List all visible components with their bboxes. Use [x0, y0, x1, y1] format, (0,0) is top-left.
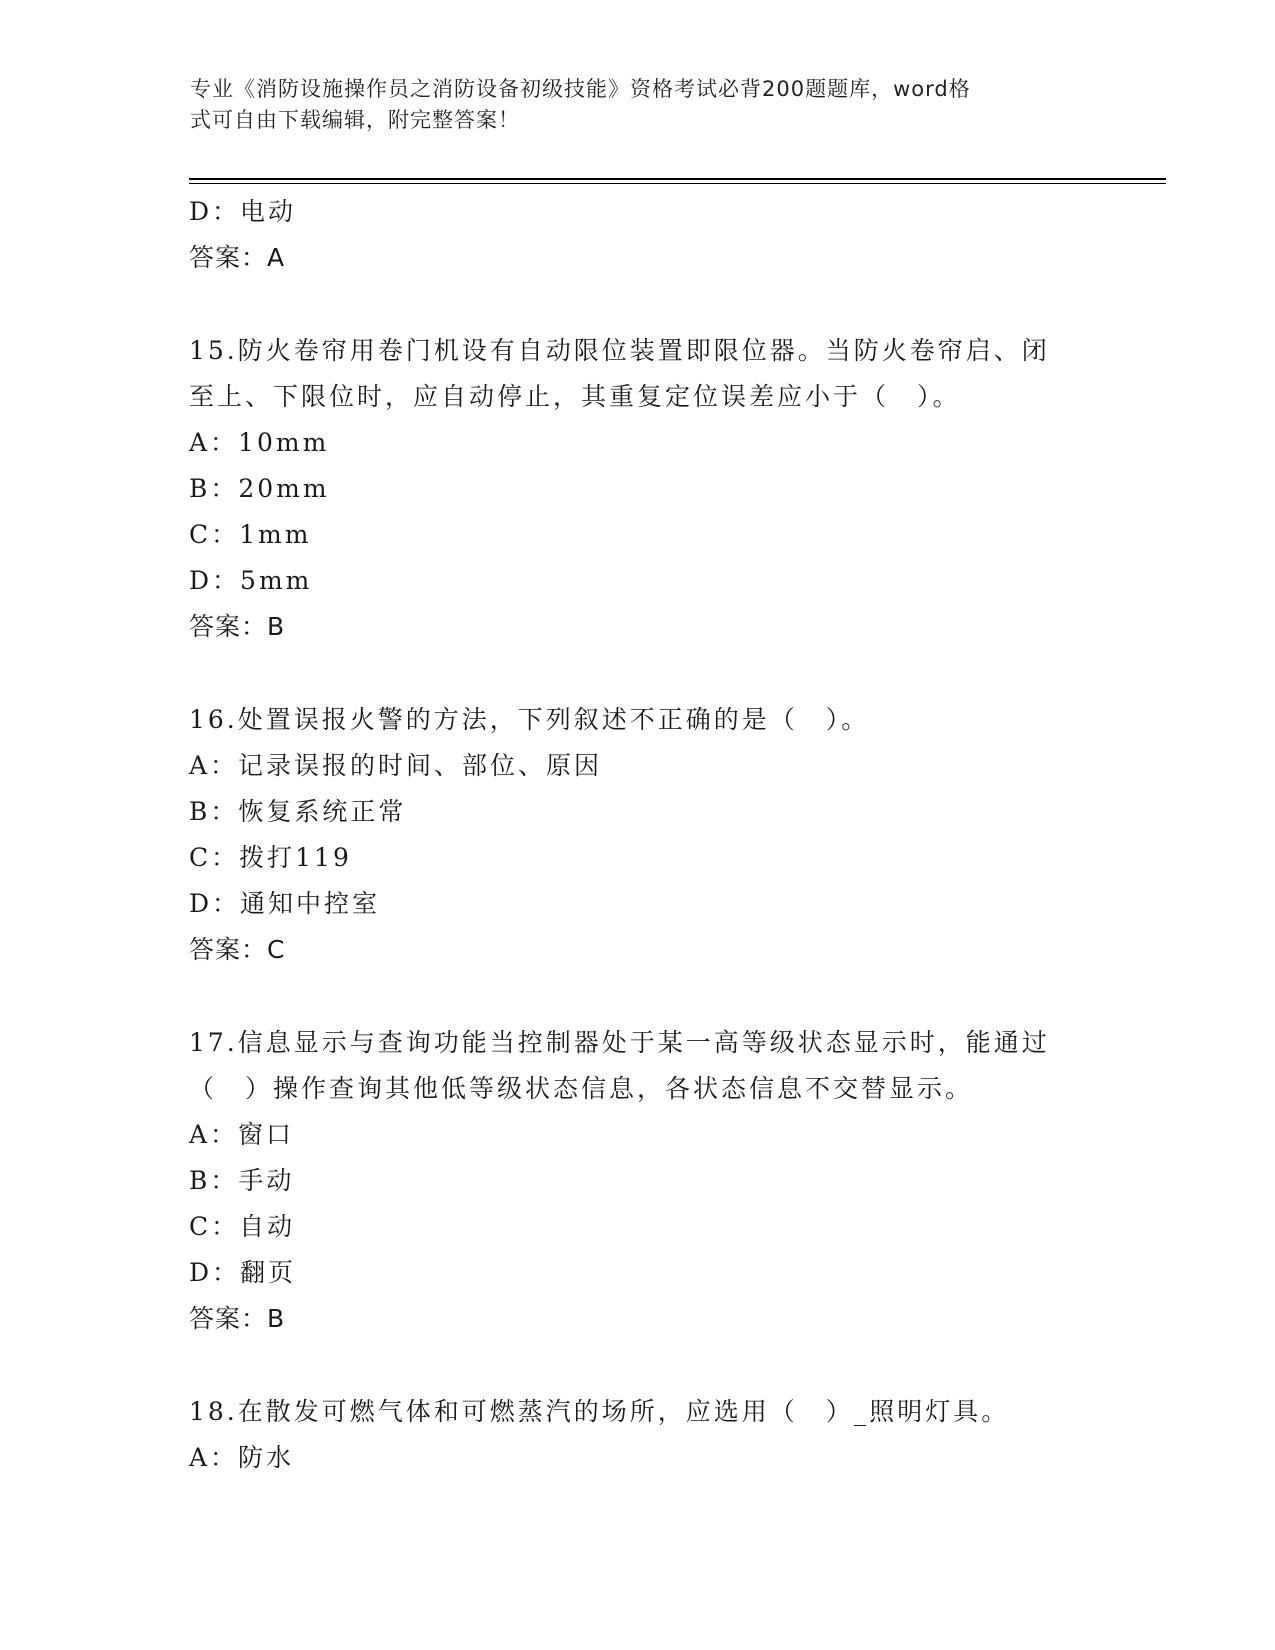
option-d: D：5mm [189, 566, 313, 595]
option-a: A：窗口 [189, 1120, 295, 1149]
header-line-2: 式可自由下载编辑，附完整答案！ [190, 108, 520, 132]
option-a: A：记录误报的时间、部位、原因 [189, 751, 603, 780]
option-c: C：自动 [189, 1212, 296, 1241]
header-divider-thick [189, 178, 1166, 180]
question-content [189, 189, 1089, 1481]
question-14-tail [189, 189, 1089, 281]
answer-line: 答案：B [189, 1304, 286, 1333]
option-d: D：翻页 [189, 1258, 297, 1287]
header-divider-thin [189, 183, 1166, 184]
question-16 [189, 697, 1089, 973]
question-stem: 16.处置误报火警的方法，下列叙述不正确的是（ ）。 [189, 705, 870, 734]
answer-line: 答案：C [189, 935, 286, 964]
option-b: B：20mm [189, 474, 330, 503]
question-stem-continued: 至上、下限位时，应自动停止，其重复定位误差应小于（ ）。 [189, 382, 961, 411]
answer-line: 答案：A [189, 243, 286, 272]
option-c: C：拨打119 [189, 843, 352, 872]
option-b: B：手动 [189, 1166, 295, 1195]
option-d: D：电动 [189, 197, 297, 226]
question-stem-continued: （ ）操作查询其他低等级状态信息，各状态信息不交替显示。 [189, 1074, 974, 1103]
question-15 [189, 328, 1089, 650]
question-stem: 15.防火卷帘用卷门机设有自动限位装置即限位器。当防火卷帘启、闭 [189, 336, 1050, 365]
document-header [190, 74, 1090, 136]
option-a: A：10mm [189, 428, 330, 457]
answer-line: 答案：B [189, 612, 286, 641]
header-line-1: 专业《消防设施操作员之消防设备初级技能》资格考试必背200题题库，word格 [190, 77, 971, 101]
question-stem: 17.信息显示与查询功能当控制器处于某一高等级状态显示时，能通过 [189, 1028, 1050, 1057]
option-c: C：1mm [189, 520, 312, 549]
question-18 [189, 1389, 1089, 1481]
option-a: A：防水 [189, 1443, 295, 1472]
option-d: D：通知中控室 [189, 889, 381, 918]
question-stem: 18.在散发可燃气体和可燃蒸汽的场所，应选用（ ）_照明灯具。 [189, 1397, 1010, 1426]
question-17 [189, 1020, 1089, 1342]
option-b: B：恢复系统正常 [189, 797, 407, 826]
